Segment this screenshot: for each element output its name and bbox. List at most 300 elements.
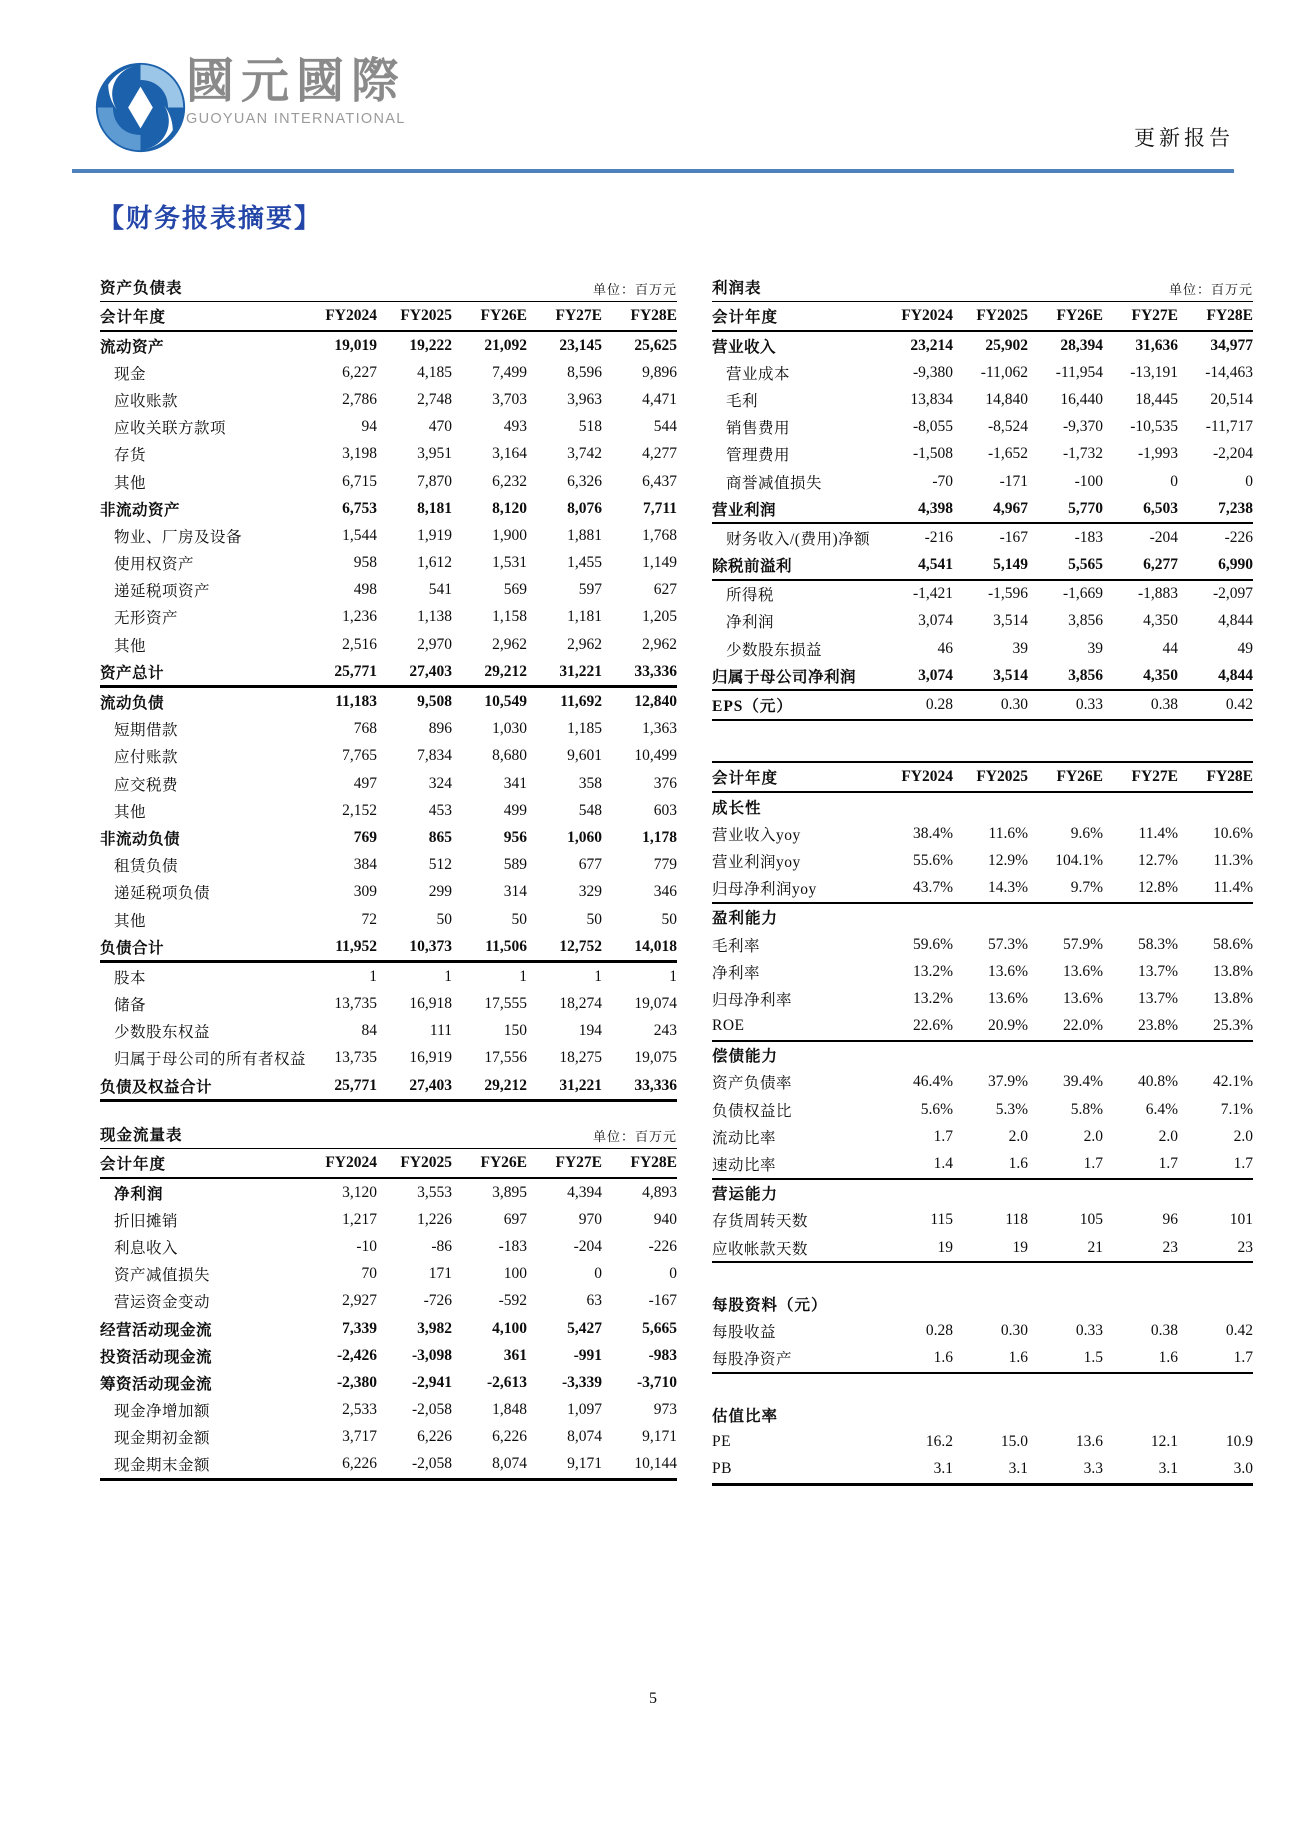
cell-value: 3,514: [993, 612, 1028, 630]
cell-value: 7,834: [417, 747, 452, 765]
table-row: [100, 743, 677, 770]
cell-value: -1,732: [1062, 445, 1103, 463]
row-label: 估值比率: [712, 1407, 779, 1425]
cell-value: 13,834: [910, 390, 953, 408]
table-row: [712, 820, 1253, 847]
cell-value: 1,768: [642, 526, 677, 544]
cell-value: 970: [578, 1210, 602, 1228]
year-column-header: FY2024: [302, 302, 377, 331]
table-header-row: [100, 1149, 677, 1178]
cell-value: 677: [578, 856, 602, 874]
cell-value: -983: [648, 1346, 677, 1364]
cell-value: 548: [578, 801, 602, 819]
year-column-header: FY26E: [452, 1149, 527, 1178]
table-row: [100, 495, 677, 522]
row-label: 偿债能力: [712, 1048, 779, 1066]
year-column-header: FY2025: [377, 302, 452, 331]
cell-value: 11,183: [335, 693, 377, 711]
unit-label: 单位：百万元: [592, 1129, 677, 1144]
row-label: PE: [712, 1432, 732, 1450]
cell-value: [1178, 1041, 1253, 1069]
cell-value: 49: [1237, 639, 1253, 657]
cell-value: 11.6%: [988, 824, 1028, 842]
cell-value: 18,274: [559, 995, 602, 1013]
cell-value: 1.7: [1028, 1150, 1103, 1178]
cell-value: 0.33: [1075, 1322, 1103, 1340]
cell-value: 39.4%: [1062, 1073, 1103, 1091]
cell-value: 23: [1103, 1234, 1178, 1262]
cell-value: 1.7: [1178, 1150, 1253, 1178]
cell-value: 324: [428, 774, 452, 792]
row-label: 应付账款: [114, 749, 179, 767]
unit-label: 单位：百万元: [592, 282, 677, 297]
year-column-header: FY28E: [1178, 302, 1253, 331]
row-label: 其他: [114, 912, 147, 930]
cell-value: 8,596: [567, 363, 602, 381]
cell-value: [953, 792, 1028, 820]
cell-value: 1,544: [342, 526, 377, 544]
cell-value: 0.38: [1150, 1322, 1178, 1340]
cell-value: 19: [953, 1234, 1028, 1262]
row-label: 营业收入: [712, 338, 777, 356]
cell-value: 58.6%: [1212, 935, 1253, 953]
table-header-row: [712, 762, 1253, 792]
year-column-header: FY27E: [527, 302, 602, 331]
cell-value: 1,919: [417, 526, 452, 544]
cell-value: -11,954: [1055, 363, 1103, 381]
cell-value: 603: [653, 801, 677, 819]
cell-value: 6,503: [1103, 495, 1178, 523]
row-label: 归属于母公司的所有者权益: [114, 1051, 307, 1069]
cell-value: 12.9%: [987, 851, 1028, 869]
table-title-row: [100, 1124, 677, 1149]
cell-value: 1,900: [492, 526, 527, 544]
row-label: 物业、厂房及设备: [114, 528, 243, 546]
cell-value: 194: [578, 1022, 602, 1040]
cell-value: -10: [356, 1237, 377, 1255]
table-row: [712, 495, 1253, 523]
row-label: 资产总计: [100, 658, 302, 687]
cell-value: [1028, 903, 1103, 931]
cell-value: 23.8%: [1103, 1013, 1178, 1041]
table-row: [712, 1234, 1253, 1262]
cell-value: 1: [519, 967, 527, 985]
cell-value: 21,092: [484, 336, 527, 354]
cell-value: 1,236: [342, 608, 377, 626]
cell-value: 55.6%: [912, 851, 953, 869]
cell-value: 9,171: [527, 1451, 602, 1480]
cell-value: 50: [586, 910, 602, 928]
row-label: 营业成本: [726, 365, 791, 383]
cell-value: -13,191: [1130, 363, 1178, 381]
cell-value: 50: [661, 910, 677, 928]
cell-value: 19,075: [634, 1049, 677, 1067]
cell-value: 16,918: [409, 995, 452, 1013]
section-title: 【财务报表摘要】: [98, 204, 323, 233]
cell-value: 39: [1087, 639, 1103, 657]
cell-value: 1,531: [492, 554, 527, 572]
year-header-label: 会计年度: [712, 302, 878, 331]
table-row: [100, 906, 677, 933]
cell-value: 1,178: [642, 828, 677, 846]
row-label: 归母净利率: [712, 991, 793, 1009]
table-row: [100, 658, 677, 687]
cell-value: -167: [648, 1292, 677, 1310]
cell-value: 94: [361, 418, 377, 436]
cell-value: 2.0: [1233, 1127, 1253, 1145]
cell-value: 498: [353, 581, 377, 599]
cell-value: 37.9%: [987, 1073, 1028, 1091]
cell-value: 1,138: [417, 608, 452, 626]
cell-value: 7,870: [417, 472, 452, 490]
row-label: 股本: [114, 969, 147, 987]
cell-value: 3,164: [492, 445, 527, 463]
header-divider: [72, 169, 1234, 173]
cell-value: 13.8%: [1212, 962, 1253, 980]
cell-value: 6,226: [417, 1428, 452, 1446]
cell-value: [1103, 1290, 1178, 1317]
year-column-header: FY2025: [953, 762, 1028, 792]
table-title-row: [100, 277, 677, 302]
cell-value: 1,185: [567, 720, 602, 738]
table-row: [712, 1096, 1253, 1123]
row-label: 应收帐款天数: [712, 1234, 878, 1262]
year-column-header: FY2024: [302, 1149, 377, 1178]
cell-value: 10,549: [484, 693, 527, 711]
cell-value: 1,455: [567, 554, 602, 572]
table-row: [100, 1045, 677, 1072]
table-row: [100, 550, 677, 577]
table-row: [100, 1342, 677, 1369]
cell-value: 63: [586, 1292, 602, 1310]
cell-value: 4,541: [878, 552, 953, 580]
row-label: 销售费用: [726, 420, 791, 438]
table-row: [100, 1397, 677, 1424]
cell-value: 1,363: [642, 720, 677, 738]
cell-value: -2,941: [411, 1373, 452, 1391]
guoyuan-logo-icon: [93, 60, 188, 155]
cell-value: 3,895: [492, 1183, 527, 1201]
cell-value: 27,403: [377, 1072, 452, 1101]
cell-value: 1,612: [417, 554, 452, 572]
cell-value: -1,508: [912, 445, 953, 463]
table-row: [100, 716, 677, 743]
cell-value: 3,963: [567, 390, 602, 408]
cell-value: 6,990: [1178, 552, 1253, 580]
table-header-row: [712, 302, 1253, 331]
cell-value: 19: [878, 1234, 953, 1262]
table-row: [100, 1178, 677, 1206]
table-row: [712, 1150, 1253, 1178]
cell-value: 589: [503, 856, 527, 874]
cell-value: 18,445: [1135, 390, 1178, 408]
row-label: 毛利: [726, 392, 759, 410]
row-label: 盈利能力: [712, 910, 779, 928]
row-label: 每股资料（元）: [712, 1296, 828, 1314]
cell-value: -11,062: [980, 363, 1028, 381]
cell-value: 9.7%: [1028, 875, 1103, 903]
cell-value: 8,181: [417, 499, 452, 517]
row-label: 归属于母公司净利润: [712, 662, 878, 690]
cell-value: 3,951: [417, 445, 452, 463]
table-row: [712, 1179, 1253, 1207]
table-row: [712, 1013, 1253, 1041]
cell-value: 1,158: [492, 608, 527, 626]
row-label: 利息收入: [114, 1239, 179, 1257]
table-row: [100, 604, 677, 631]
cell-value: -183: [498, 1237, 527, 1255]
table-row: [712, 441, 1253, 468]
cell-value: 5,770: [1028, 495, 1103, 523]
row-label: 少数股东权益: [114, 1024, 211, 1042]
cell-value: [1103, 1179, 1178, 1207]
cell-value: 299: [428, 883, 452, 901]
cell-value: -2,058: [411, 1401, 452, 1419]
cell-value: 12.7%: [1137, 851, 1178, 869]
cell-value: 3,856: [1068, 612, 1103, 630]
cell-value: -11,717: [1205, 418, 1253, 436]
row-label: 营业利润yoy: [712, 853, 801, 871]
cell-value: 22.0%: [1028, 1013, 1103, 1041]
cell-value: 956: [503, 828, 527, 846]
row-label: 成长性: [712, 799, 762, 817]
cell-value: 4,350: [1143, 612, 1178, 630]
cell-value: 33,336: [602, 1072, 677, 1101]
cell-value: -1,652: [987, 445, 1028, 463]
cell-value: 58.3%: [1137, 935, 1178, 953]
cell-value: 8,680: [492, 747, 527, 765]
cell-value: 4,394: [567, 1183, 602, 1201]
cell-value: 3,742: [567, 445, 602, 463]
table-row: [712, 958, 1253, 985]
cell-value: 6,226: [492, 1428, 527, 1446]
cell-value: 14,840: [985, 390, 1028, 408]
cell-value: 12,840: [634, 693, 677, 711]
cell-value: 2.0: [1083, 1127, 1103, 1145]
cell-value: 43.7%: [878, 875, 953, 903]
cell-value: 3,198: [342, 445, 377, 463]
cell-value: 84: [361, 1022, 377, 1040]
cell-value: 5.6%: [920, 1100, 953, 1118]
cell-value: 2.0: [1008, 1127, 1028, 1145]
cell-value: 25,902: [985, 336, 1028, 354]
cell-value: 18,275: [559, 1049, 602, 1067]
cell-value: 8,074: [567, 1428, 602, 1446]
row-label: 资产减值损失: [114, 1267, 211, 1285]
cell-value: 6,277: [1103, 552, 1178, 580]
unit-label: 单位：百万元: [1168, 282, 1253, 297]
row-label: 现金期末金额: [100, 1451, 302, 1480]
row-label: 少数股东损益: [726, 641, 823, 659]
cell-value: 1: [594, 967, 602, 985]
table-row: [712, 1401, 1253, 1428]
table-row: [712, 931, 1253, 958]
cell-value: 497: [353, 774, 377, 792]
cell-value: 29,212: [452, 658, 527, 687]
cell-value: 15.0: [1000, 1432, 1028, 1450]
brand-name-en: GUOYUAN INTERNATIONAL: [186, 111, 406, 127]
cell-value: 1: [669, 967, 677, 985]
table-row: [712, 903, 1253, 931]
table-row: [100, 1369, 677, 1396]
cell-value: 779: [653, 856, 677, 874]
cell-value: 150: [503, 1022, 527, 1040]
table-row: [712, 1456, 1253, 1485]
cell-value: 361: [503, 1346, 527, 1364]
table-row: [712, 662, 1253, 690]
cell-value: -726: [423, 1292, 452, 1310]
cell-value: 940: [653, 1210, 677, 1228]
cell-value: 10.9: [1225, 1432, 1253, 1450]
cell-value: 4,185: [417, 363, 452, 381]
cell-value: 1,060: [567, 828, 602, 846]
table-row: [100, 770, 677, 797]
row-label: 无形资产: [114, 610, 179, 628]
cell-value: 3,703: [492, 390, 527, 408]
cell-value: 541: [428, 581, 452, 599]
table-row: [712, 1207, 1253, 1234]
row-label: 投资活动现金流: [100, 1348, 213, 1366]
cell-value: 9.6%: [1070, 824, 1103, 842]
ratios-table: [712, 761, 1253, 1486]
spacer-cell: [712, 1373, 1253, 1401]
cell-value: 12.8%: [1103, 875, 1178, 903]
cell-value: [1103, 792, 1178, 820]
cell-value: -204: [573, 1237, 602, 1255]
cell-value: 973: [653, 1401, 677, 1419]
cell-value: [953, 1290, 1028, 1317]
cell-value: 13.6%: [987, 989, 1028, 1007]
cell-value: -2,058: [377, 1451, 452, 1480]
cell-value: 11.4%: [1138, 824, 1178, 842]
cell-value: -14,463: [1205, 363, 1253, 381]
cell-value: 2,962: [567, 635, 602, 653]
row-label: EPS（元）: [712, 690, 878, 719]
table-row: [100, 687, 677, 716]
cell-value: 28,394: [1060, 336, 1103, 354]
cell-value: 31,636: [1135, 336, 1178, 354]
row-label: 负债合计: [100, 933, 302, 962]
cell-value: 518: [578, 418, 602, 436]
cell-value: 10,499: [634, 747, 677, 765]
cell-value: 3.0: [1178, 1456, 1253, 1485]
cell-value: 627: [653, 581, 677, 599]
row-label: 储备: [114, 997, 147, 1015]
cell-value: 512: [428, 856, 452, 874]
cell-value: 72: [361, 910, 377, 928]
cell-value: [1103, 903, 1178, 931]
table-row: [712, 1041, 1253, 1069]
table-row: [100, 1451, 677, 1480]
cell-value: 1,097: [567, 1401, 602, 1419]
cell-value: 2,970: [417, 635, 452, 653]
income-statement-table: [712, 277, 1253, 721]
cell-value: 5,427: [567, 1319, 602, 1337]
cell-value: 31,221: [527, 658, 602, 687]
cell-value: 341: [503, 774, 527, 792]
table-row: [100, 1261, 677, 1288]
row-label: 每股净资产: [712, 1345, 878, 1373]
table-title-row: [712, 277, 1253, 302]
table-row: [100, 1018, 677, 1045]
cell-value: 5,665: [642, 1319, 677, 1337]
cell-value: 17,556: [484, 1049, 527, 1067]
cell-value: 376: [653, 774, 677, 792]
cell-value: 23,214: [910, 336, 953, 354]
cell-value: 57.3%: [987, 935, 1028, 953]
cell-value: 23,145: [559, 336, 602, 354]
cell-value: 40.8%: [1137, 1073, 1178, 1091]
cell-value: 1.7: [1103, 1150, 1178, 1178]
cell-value: 13.6%: [1062, 962, 1103, 980]
cell-value: 1,226: [417, 1210, 452, 1228]
cell-value: [1028, 1290, 1103, 1317]
cell-value: 25,771: [302, 658, 377, 687]
cell-value: 768: [353, 720, 377, 738]
cell-value: 31,221: [527, 1072, 602, 1101]
row-label: 存货周转天数: [712, 1213, 809, 1231]
cell-value: 6.4%: [1145, 1100, 1178, 1118]
cell-value: 597: [578, 581, 602, 599]
table-row: [712, 331, 1253, 359]
cell-value: 5.8%: [1070, 1100, 1103, 1118]
table-row: [712, 985, 1253, 1012]
row-label: 其他: [114, 474, 147, 492]
row-label: 递延税项负债: [114, 885, 211, 903]
table-row: [100, 468, 677, 495]
row-label: 所得税: [726, 587, 775, 605]
guoyuan-logo: [186, 56, 406, 127]
row-label: 经营活动现金流: [100, 1321, 213, 1339]
cell-value: 493: [503, 418, 527, 436]
cell-value: 5,565: [1028, 552, 1103, 580]
cell-value: 769: [353, 828, 377, 846]
table-row: [100, 852, 677, 879]
row-label: 现金期初金额: [114, 1430, 211, 1448]
cell-value: 7.1%: [1220, 1100, 1253, 1118]
cell-value: 3.3: [1028, 1456, 1103, 1485]
cell-value: 44: [1162, 639, 1178, 657]
cell-value: 0.38: [1103, 690, 1178, 719]
cell-value: -2,380: [336, 1373, 377, 1391]
cell-value: 23: [1178, 1234, 1253, 1262]
cell-value: [878, 1290, 953, 1317]
table-row: [100, 991, 677, 1018]
table-title: 利润表: [712, 280, 762, 297]
cell-value: 2,962: [642, 635, 677, 653]
cell-value: -1,596: [987, 585, 1028, 603]
cell-value: 0.30: [1000, 1322, 1028, 1340]
row-label: 速动比率: [712, 1150, 878, 1178]
row-label: 营运资金变动: [114, 1294, 211, 1312]
cell-value: -9,370: [1062, 418, 1103, 436]
table-row: [712, 1373, 1253, 1401]
cell-value: 9,171: [642, 1428, 677, 1446]
year-header-label: 会计年度: [712, 762, 878, 792]
cell-value: 5.3%: [995, 1100, 1028, 1118]
table-row: [100, 1315, 677, 1342]
cell-value: -3,339: [561, 1373, 602, 1391]
brand-name-cn: 國元國際: [186, 55, 407, 108]
cell-value: 19,074: [634, 995, 677, 1013]
table-row: [100, 1233, 677, 1260]
cell-value: 5,149: [953, 552, 1028, 580]
row-label: 流动资产: [100, 338, 165, 356]
table-row: [712, 1428, 1253, 1455]
cell-value: [1028, 792, 1103, 820]
cell-value: 4,471: [642, 390, 677, 408]
cell-value: 50: [511, 910, 527, 928]
